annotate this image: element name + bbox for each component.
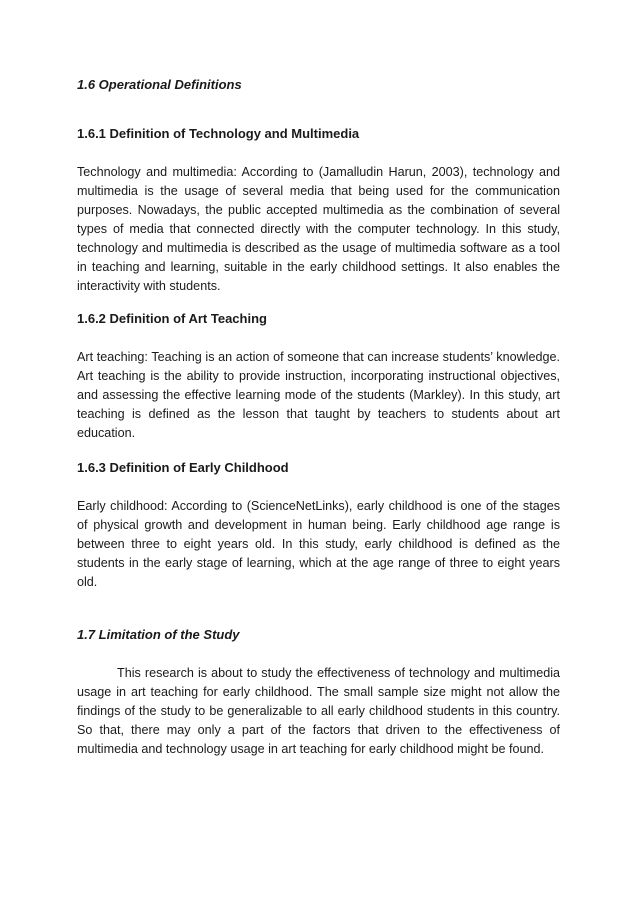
subsection-heading-technology-multimedia: 1.6.1 Definition of Technology and Multimedia: [77, 126, 360, 141]
paragraph-art-teaching: Art teaching: Teaching is an action of someone that can increase students’ knowledge. Art teaching is the ability to provide instruction, incorporating instructional objectives, and assessing the effective learning mode of the students (Markley). In this study, art teaching is defined as the lesson that taught by teachers to students about art education.: [77, 350, 560, 440]
subsection-heading-art-teaching: 1.6.2 Definition of Art Teaching: [77, 311, 267, 326]
paragraph-limitation-of-study: This research is about to study the effectiveness of technology and multimedia usage in art teaching for early childhood. The small sample size might not allow the findings of the study to be generalizable to all early childhood students in this country. So that, there may only a part of the factors that driven to the effectiveness of multimedia and technology usage in art teaching for early childhood might be found.: [77, 666, 560, 756]
paragraph-technology-multimedia: Technology and multimedia: According to (Jamalludin Harun, 2003), technology and multimedia is the usage of several media that being used for the communication purposes. Nowadays, the public accepted multimedia as the combination of several types of media that connected directly with the computer technology. In this study, technology and multimedia is described as the usage of multimedia software as a tool in teaching and learning, suitable in the early childhood settings. It also enables the interactivity with students.: [77, 165, 560, 293]
section-heading-limitation-of-study: 1.7 Limitation of the Study: [77, 627, 240, 642]
paragraph-early-childhood: Early childhood: According to (ScienceNetLinks), early childhood is one of the stages of physical growth and development in human being. Early childhood age range is between three to eight years old. In this study, early childhood is defined as the students in the early stage of learning, which at the age range of three to eight years old.: [77, 499, 560, 589]
subsection-heading-early-childhood: 1.6.3 Definition of Early Childhood: [77, 460, 289, 475]
section-heading-operational-definitions: 1.6 Operational Definitions: [77, 77, 242, 92]
